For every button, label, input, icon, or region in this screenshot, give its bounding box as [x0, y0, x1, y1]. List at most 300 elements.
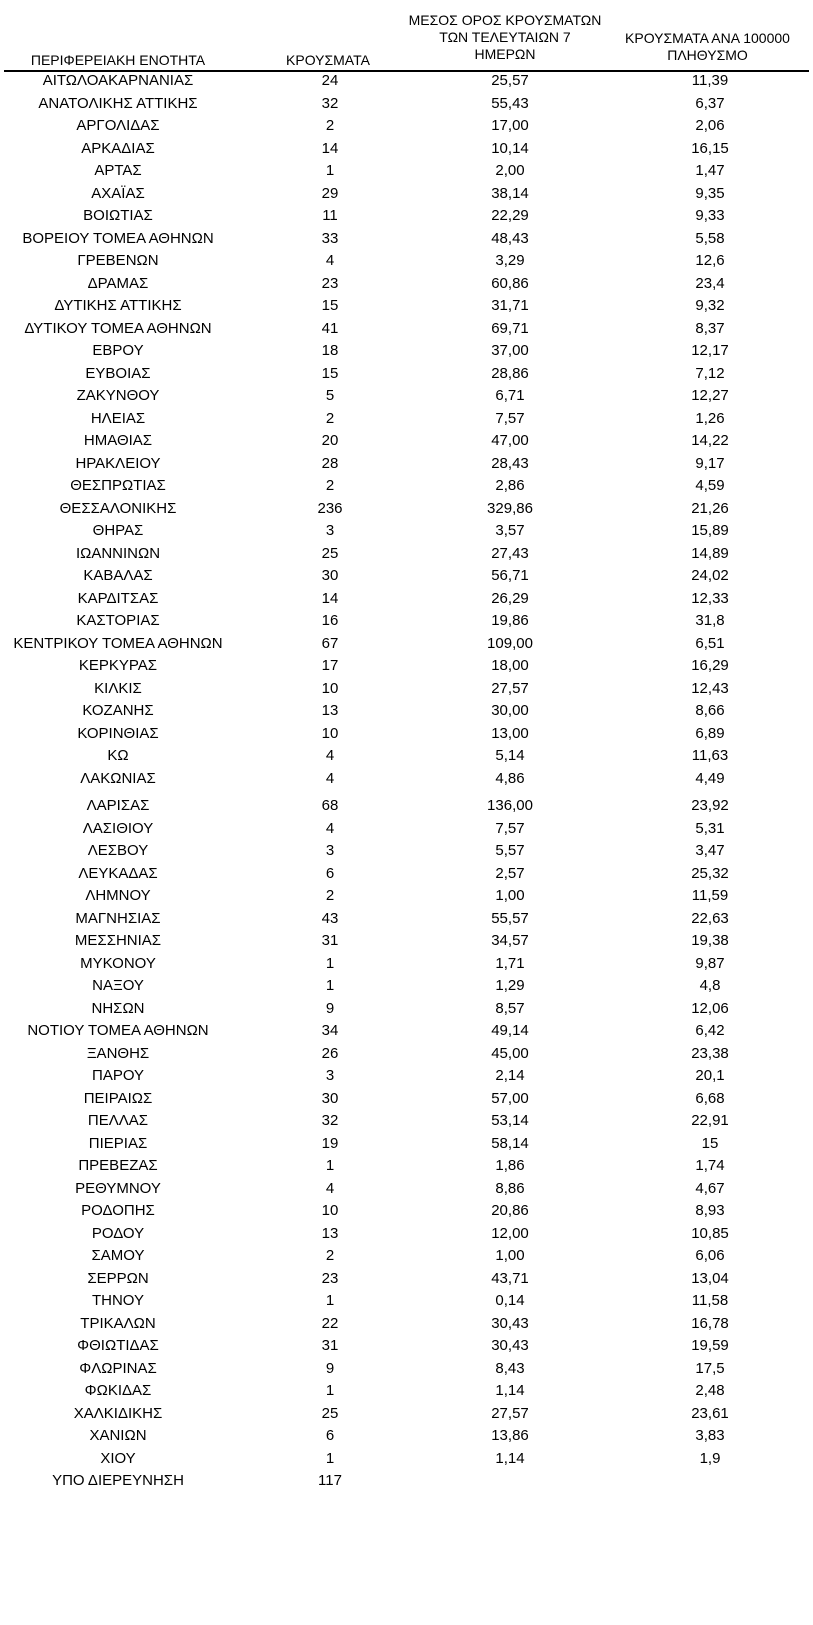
cell-cases: 16 — [321, 612, 339, 629]
cell-avg7: 30,43 — [491, 1337, 529, 1354]
cell-per100k: 31,8 — [695, 612, 725, 629]
cell-avg7: 5,57 — [495, 842, 525, 859]
cell-per100k: 12,43 — [691, 679, 729, 697]
cell-region: ΜΑΓΝΗΣΙΑΣ — [75, 909, 161, 927]
table-row — [0, 544, 813, 564]
table-row — [0, 1291, 813, 1311]
table-row — [0, 1426, 813, 1446]
cell-avg7: 30,43 — [491, 1314, 529, 1332]
cell-per100k: 23,38 — [691, 1044, 729, 1062]
cell-region: ΧΑΝΙΩΝ — [89, 1427, 147, 1444]
table-row — [0, 1246, 813, 1266]
cell-avg7: 60,86 — [491, 274, 529, 292]
cell-region: ΔΥΤΙΚΗΣ ΑΤΤΙΚΗΣ — [54, 297, 182, 314]
cell-avg7: 7,57 — [495, 819, 525, 837]
cell-region: ΑΧΑΪΑΣ — [91, 184, 145, 202]
table-row — [0, 746, 813, 766]
table-row — [0, 679, 813, 699]
cell-per100k: 9,35 — [695, 184, 725, 202]
cell-avg7: 2,00 — [495, 162, 525, 179]
cell-avg7: 13,00 — [491, 724, 529, 742]
cell-avg7: 55,43 — [491, 94, 529, 112]
table-row — [0, 886, 813, 906]
cell-cases: 4 — [325, 819, 335, 837]
cell-cases: 10 — [321, 679, 339, 697]
cell-avg7: 6,71 — [495, 387, 525, 404]
cell-cases: 68 — [321, 797, 339, 814]
cell-cases: 5 — [325, 387, 335, 404]
cell-per100k: 11,58 — [691, 1292, 729, 1309]
cell-cases: 117 — [318, 1472, 342, 1489]
cell-region: ΥΠΟ ΔΙΕΡΕΥΝΗΣΗ — [52, 1472, 184, 1489]
cell-cases: 4 — [325, 769, 335, 787]
cell-cases: 41 — [321, 319, 339, 337]
cell-region: ΗΛΕΙΑΣ — [90, 409, 146, 427]
cell-region: ΑΡΤΑΣ — [94, 162, 142, 179]
table-row — [0, 386, 813, 406]
cell-cases: 34 — [321, 1022, 339, 1039]
cell-cases: 30 — [321, 567, 339, 584]
cell-cases: 4 — [325, 747, 335, 764]
cell-cases: 14 — [321, 139, 339, 157]
cell-avg7: 38,14 — [491, 184, 529, 202]
cell-region: ΧΑΛΚΙΔΙΚΗΣ — [73, 1404, 163, 1422]
table-row — [0, 161, 813, 181]
table-row — [0, 656, 813, 676]
cell-cases: 2 — [325, 1247, 335, 1264]
cell-per100k: 12,6 — [695, 252, 725, 269]
cell-region: ΓΡΕΒΕΝΩΝ — [77, 252, 159, 269]
cell-avg7: 19,86 — [491, 612, 529, 629]
cell-avg7: 26,29 — [491, 589, 529, 607]
cell-cases: 43 — [321, 909, 339, 927]
table-row — [0, 1111, 813, 1131]
header-per100k — [605, 30, 810, 64]
table-row — [0, 1224, 813, 1244]
cell-region: ΞΑΝΘΗΣ — [86, 1044, 150, 1062]
cell-per100k: 1,9 — [699, 1449, 721, 1467]
table-row — [0, 139, 813, 159]
cell-region: ΠΕΙΡΑΙΩΣ — [83, 1089, 153, 1107]
cell-cases: 236 — [317, 499, 343, 517]
cell-region: ΕΥΒΟΙΑΣ — [85, 364, 151, 382]
cell-avg7: 22,29 — [491, 207, 529, 224]
header-avg7-line-3: ΗΜΕΡΩΝ — [474, 46, 536, 62]
table-row — [0, 431, 813, 451]
table-row — [0, 1269, 813, 1289]
cell-cases: 24 — [321, 72, 339, 89]
cell-cases: 1 — [325, 162, 335, 179]
table-row — [0, 701, 813, 721]
cell-region: ΖΑΚΥΝΘΟΥ — [76, 387, 160, 404]
header-cases — [268, 52, 388, 69]
cell-per100k: 17,5 — [695, 1359, 725, 1377]
cell-region: ΝΗΣΩΝ — [91, 999, 145, 1017]
cell-per100k: 13,04 — [691, 1269, 729, 1287]
cell-cases: 32 — [321, 1112, 339, 1129]
cell-region: ΠΡΕΒΕΖΑΣ — [78, 1157, 158, 1174]
table-row — [0, 1066, 813, 1086]
cell-region: ΚΕΝΤΡΙΚΟΥ ΤΟΜΕΑ ΑΘΗΝΩΝ — [13, 634, 223, 652]
cell-cases: 13 — [321, 702, 339, 719]
cell-region: ΚΑΒΑΛΑΣ — [83, 567, 153, 584]
header-avg7-line-1: ΜΕΣΟΣ ΟΡΟΣ ΚΡΟΥΣΜΑΤΩΝ — [408, 12, 602, 28]
cell-avg7: 27,57 — [491, 1404, 529, 1422]
cell-region: ΑΡΚΑΔΙΑΣ — [81, 139, 155, 157]
cell-per100k: 6,89 — [695, 724, 725, 742]
cell-cases: 33 — [321, 229, 339, 247]
cell-cases: 1 — [325, 1292, 335, 1309]
cell-cases: 15 — [321, 297, 339, 314]
cell-cases: 13 — [321, 1224, 339, 1242]
table-row — [0, 1359, 813, 1379]
cell-region: ΚΟΖΑΝΗΣ — [82, 702, 154, 719]
table-row — [0, 1449, 813, 1469]
table-row — [0, 611, 813, 631]
cell-region: ΝΟΤΙΟΥ ΤΟΜΕΑ ΑΘΗΝΩΝ — [27, 1022, 209, 1039]
cell-region: ΚΑΡΔΙΤΣΑΣ — [77, 589, 159, 607]
cell-per100k: 22,63 — [691, 909, 729, 927]
cell-per100k: 4,59 — [695, 477, 725, 494]
cell-region: ΚΙΛΚΙΣ — [94, 679, 142, 697]
cell-avg7: 30,00 — [491, 702, 529, 719]
cell-cases: 4 — [325, 252, 335, 269]
cell-avg7: 109,00 — [487, 634, 533, 652]
cell-avg7: 27,43 — [491, 544, 529, 562]
cell-region: ΑΡΓΟΛΙΔΑΣ — [76, 117, 160, 134]
cell-per100k: 16,15 — [691, 139, 729, 157]
cell-region: ΛΕΥΚΑΔΑΣ — [78, 864, 158, 882]
table-row — [0, 1089, 813, 1109]
table-row — [0, 229, 813, 249]
cell-region: ΘΕΣΣΑΛΟΝΙΚΗΣ — [59, 499, 177, 517]
cell-avg7: 31,71 — [491, 297, 529, 314]
cell-cases: 18 — [321, 342, 339, 359]
cell-avg7: 43,71 — [491, 1269, 529, 1287]
cell-per100k: 12,17 — [691, 342, 729, 359]
cell-per100k: 23,61 — [691, 1404, 729, 1422]
cell-cases: 28 — [321, 454, 339, 472]
cell-cases: 31 — [321, 932, 339, 949]
cell-cases: 1 — [325, 977, 335, 994]
cell-avg7: 1,71 — [495, 954, 525, 972]
cell-per100k: 1,74 — [695, 1157, 725, 1174]
cell-per100k: 12,33 — [691, 589, 729, 607]
cell-avg7: 8,57 — [495, 999, 525, 1017]
cell-region: ΒΟΡΕΙΟΥ ΤΟΜΕΑ ΑΘΗΝΩΝ — [22, 229, 214, 247]
table-row — [0, 499, 813, 519]
table-row — [0, 341, 813, 361]
table-row — [0, 1134, 813, 1154]
cell-avg7: 28,43 — [491, 454, 529, 472]
cell-avg7: 49,14 — [491, 1022, 529, 1039]
cell-avg7: 55,57 — [491, 909, 529, 927]
cell-cases: 30 — [321, 1089, 339, 1107]
cell-per100k: 5,58 — [695, 229, 725, 247]
cell-avg7: 136,00 — [487, 797, 533, 814]
cell-cases: 15 — [321, 364, 339, 382]
cell-avg7: 69,71 — [491, 319, 529, 337]
cell-cases: 11 — [322, 207, 338, 224]
table-row — [0, 566, 813, 586]
cell-per100k: 10,85 — [691, 1224, 729, 1242]
cell-avg7: 48,43 — [491, 229, 529, 247]
cell-cases: 9 — [325, 999, 335, 1017]
header-per100k-line-1: ΚΡΟΥΣΜΑΤΑ ΑΝΑ 100000 — [625, 30, 790, 46]
cell-avg7: 18,00 — [491, 657, 529, 674]
cell-per100k: 19,38 — [691, 932, 729, 949]
cell-per100k: 8,66 — [695, 702, 725, 719]
cell-cases: 4 — [325, 1179, 335, 1197]
cell-cases: 3 — [325, 1067, 335, 1084]
cell-cases: 14 — [321, 589, 339, 607]
table-row — [0, 1471, 813, 1491]
cell-cases: 1 — [325, 1382, 335, 1399]
cell-per100k: 16,29 — [691, 657, 729, 674]
cell-per100k: 9,33 — [695, 207, 725, 224]
cell-per100k: 24,02 — [691, 567, 729, 584]
table-row — [0, 999, 813, 1019]
cell-per100k: 1,26 — [695, 409, 725, 427]
cell-region: ΘΕΣΠΡΩΤΙΑΣ — [70, 477, 166, 494]
table-row — [0, 1381, 813, 1401]
cell-avg7: 1,14 — [495, 1382, 525, 1399]
cell-avg7: 3,57 — [495, 522, 525, 539]
table-row — [0, 589, 813, 609]
cell-cases: 2 — [325, 887, 335, 904]
cell-avg7: 3,29 — [495, 252, 525, 269]
cell-avg7: 56,71 — [491, 567, 529, 584]
header-avg7 — [405, 12, 605, 63]
cell-per100k: 23,92 — [691, 797, 729, 814]
cell-avg7: 53,14 — [491, 1112, 529, 1129]
cell-per100k: 11,59 — [691, 887, 729, 904]
cell-per100k: 8,93 — [695, 1202, 725, 1219]
cell-per100k: 16,78 — [691, 1314, 729, 1332]
cell-region: ΠΙΕΡΙΑΣ — [88, 1134, 148, 1152]
cell-cases: 67 — [321, 634, 339, 652]
cell-cases: 3 — [325, 522, 335, 539]
cell-cases: 25 — [321, 1404, 339, 1422]
cell-region: ΚΕΡΚΥΡΑΣ — [78, 657, 158, 674]
cell-region: ΚΑΣΤΟΡΙΑΣ — [76, 612, 160, 629]
cell-avg7: 1,86 — [495, 1157, 525, 1174]
cell-cases: 2 — [325, 409, 335, 427]
cell-per100k: 6,37 — [695, 94, 725, 112]
table-row — [0, 909, 813, 929]
cell-avg7: 5,14 — [495, 747, 525, 764]
table-row — [0, 1336, 813, 1356]
cell-cases: 19 — [321, 1134, 339, 1152]
cell-region: ΕΒΡΟΥ — [92, 342, 144, 359]
cell-avg7: 25,57 — [491, 72, 529, 89]
cell-region: ΜΕΣΣΗΝΙΑΣ — [74, 932, 162, 949]
table-row — [0, 954, 813, 974]
cell-avg7: 1,00 — [495, 887, 525, 904]
cell-avg7: 37,00 — [491, 342, 529, 359]
cell-region: ΦΩΚΙΔΑΣ — [84, 1382, 152, 1399]
cell-per100k: 19,59 — [691, 1337, 729, 1354]
cell-cases: 22 — [321, 1314, 339, 1332]
cell-avg7: 329,86 — [487, 499, 533, 517]
cell-region: ΛΗΜΝΟΥ — [85, 887, 151, 904]
cell-avg7: 28,86 — [491, 364, 529, 382]
cell-per100k: 21,26 — [691, 499, 729, 517]
cell-per100k: 23,4 — [695, 274, 725, 292]
cell-avg7: 47,00 — [491, 432, 529, 449]
cell-region: ΚΟΡΙΝΘΙΑΣ — [77, 724, 159, 742]
cell-cases: 9 — [325, 1359, 335, 1377]
table-row — [0, 409, 813, 429]
header-per100k-line-2: ΠΛΗΘΥΣΜΟ — [667, 47, 748, 63]
cell-avg7: 7,57 — [495, 409, 525, 427]
table-row — [0, 454, 813, 474]
cell-per100k: 11,39 — [691, 72, 729, 89]
table-row — [0, 94, 813, 114]
cell-region: ΤΡΙΚΑΛΩΝ — [80, 1314, 156, 1332]
cell-avg7: 2,86 — [495, 477, 525, 494]
cell-region: ΘΗΡΑΣ — [92, 522, 144, 539]
cell-cases: 1 — [325, 1449, 335, 1467]
cell-per100k: 9,17 — [695, 454, 725, 472]
cell-region: ΚΩ — [107, 747, 129, 764]
cell-avg7: 4,86 — [495, 769, 525, 787]
table-row — [0, 1314, 813, 1334]
cell-per100k: 11,63 — [691, 747, 729, 764]
cell-per100k: 6,42 — [695, 1022, 725, 1039]
cell-region: ΔΥΤΙΚΟΥ ΤΟΜΕΑ ΑΘΗΝΩΝ — [24, 319, 212, 337]
table-row — [0, 1021, 813, 1041]
cell-cases: 6 — [325, 1427, 335, 1444]
cell-avg7: 10,14 — [491, 139, 529, 157]
cell-per100k: 12,27 — [691, 387, 729, 404]
cell-region: ΦΘΙΩΤΙΔΑΣ — [77, 1337, 159, 1354]
cell-region: ΑΝΑΤΟΛΙΚΗΣ ΑΤΤΙΚΗΣ — [38, 94, 198, 112]
table-row — [0, 274, 813, 294]
cell-per100k: 6,06 — [695, 1247, 725, 1264]
cell-per100k: 3,47 — [695, 842, 725, 859]
cell-region: ΛΕΣΒΟΥ — [87, 842, 149, 859]
cell-cases: 32 — [321, 94, 339, 112]
table-row — [0, 116, 813, 136]
cell-cases: 6 — [325, 864, 335, 882]
cell-avg7: 20,86 — [491, 1202, 529, 1219]
cell-cases: 17 — [321, 657, 339, 674]
cell-region: ΛΑΚΩΝΙΑΣ — [80, 769, 156, 787]
table-row — [0, 296, 813, 316]
table-row — [0, 206, 813, 226]
cell-region: ΦΛΩΡΙΝΑΣ — [79, 1359, 157, 1377]
cell-region: ΗΡΑΚΛΕΙΟΥ — [75, 454, 161, 472]
cell-cases: 26 — [321, 1044, 339, 1062]
cell-avg7: 0,14 — [495, 1292, 525, 1309]
table-row — [0, 251, 813, 271]
cell-region: ΣΑΜΟΥ — [91, 1247, 145, 1264]
table-row — [0, 319, 813, 339]
cell-region: ΠΕΛΛΑΣ — [87, 1112, 149, 1129]
cell-cases: 29 — [321, 184, 339, 202]
table-row — [0, 476, 813, 496]
cell-cases: 23 — [321, 1269, 339, 1287]
table-row — [0, 724, 813, 744]
cell-per100k: 4,8 — [699, 977, 721, 994]
table-row — [0, 796, 813, 816]
cell-region: ΠΑΡΟΥ — [91, 1067, 145, 1084]
cell-per100k: 4,67 — [695, 1179, 725, 1197]
table-row — [0, 1201, 813, 1221]
cell-region: ΡΟΔΟΠΗΣ — [81, 1202, 155, 1219]
cell-cases: 3 — [325, 842, 335, 859]
cell-cases: 10 — [321, 1202, 339, 1219]
cell-avg7: 2,57 — [495, 864, 525, 882]
cell-region: ΔΡΑΜΑΣ — [87, 274, 149, 292]
table-row — [0, 841, 813, 861]
cell-avg7: 34,57 — [491, 932, 529, 949]
cell-avg7: 13,86 — [491, 1427, 529, 1444]
cell-per100k: 12,06 — [691, 999, 729, 1017]
cell-region: ΒΟΙΩΤΙΑΣ — [83, 207, 153, 224]
cell-per100k: 25,32 — [691, 864, 729, 882]
cell-avg7: 1,14 — [495, 1449, 525, 1467]
cell-per100k: 1,47 — [695, 162, 725, 179]
table-row — [0, 1404, 813, 1424]
cell-per100k: 5,31 — [695, 819, 725, 837]
header-avg7-line-2: ΤΩΝ ΤΕΛΕΥΤΑΙΩΝ 7 — [439, 29, 571, 45]
cell-per100k: 9,87 — [695, 954, 725, 972]
header-region — [0, 52, 236, 69]
cell-per100k: 14,22 — [691, 432, 729, 449]
cell-cases: 2 — [325, 117, 335, 134]
table-row — [0, 976, 813, 996]
cell-avg7: 1,29 — [495, 977, 525, 994]
cell-cases: 20 — [321, 432, 339, 449]
table-row — [0, 1156, 813, 1176]
cell-cases: 25 — [321, 544, 339, 562]
cell-per100k: 9,32 — [695, 297, 725, 314]
cell-per100k: 2,48 — [695, 1382, 725, 1399]
cell-cases: 10 — [321, 724, 339, 742]
cell-region: ΝΑΞΟΥ — [92, 977, 144, 994]
table-row — [0, 931, 813, 951]
table-row — [0, 1044, 813, 1064]
table-row — [0, 769, 813, 789]
cell-region: ΙΩΑΝΝΙΝΩΝ — [75, 544, 161, 562]
cell-cases: 23 — [321, 274, 339, 292]
cell-region: ΑΙΤΩΛΟΑΚΑΡΝΑΝΙΑΣ — [42, 72, 194, 89]
cell-avg7: 8,86 — [495, 1179, 525, 1197]
cell-avg7: 45,00 — [491, 1044, 529, 1062]
cell-cases: 1 — [325, 1157, 335, 1174]
cell-avg7: 2,14 — [495, 1067, 525, 1084]
cell-per100k: 15,89 — [691, 522, 729, 539]
cell-avg7: 8,43 — [495, 1359, 525, 1377]
table-row — [0, 1179, 813, 1199]
cell-per100k: 8,37 — [695, 319, 725, 337]
table-row — [0, 71, 813, 91]
table-row — [0, 864, 813, 884]
cell-per100k: 6,51 — [695, 634, 725, 652]
cell-region: ΛΑΣΙΘΙΟΥ — [82, 819, 154, 837]
cell-region: ΛΑΡΙΣΑΣ — [86, 797, 150, 814]
table-row — [0, 364, 813, 384]
cell-avg7: 58,14 — [491, 1134, 529, 1152]
header-region-line: ΠΕΡΙΦΕΡΕΙΑΚΗ ΕΝΟΤΗΤΑ — [30, 52, 206, 68]
table-row — [0, 819, 813, 839]
cell-per100k: 22,91 — [691, 1112, 729, 1129]
cell-avg7: 1,00 — [495, 1247, 525, 1264]
cell-avg7: 12,00 — [491, 1224, 529, 1242]
cell-avg7: 27,57 — [491, 679, 529, 697]
